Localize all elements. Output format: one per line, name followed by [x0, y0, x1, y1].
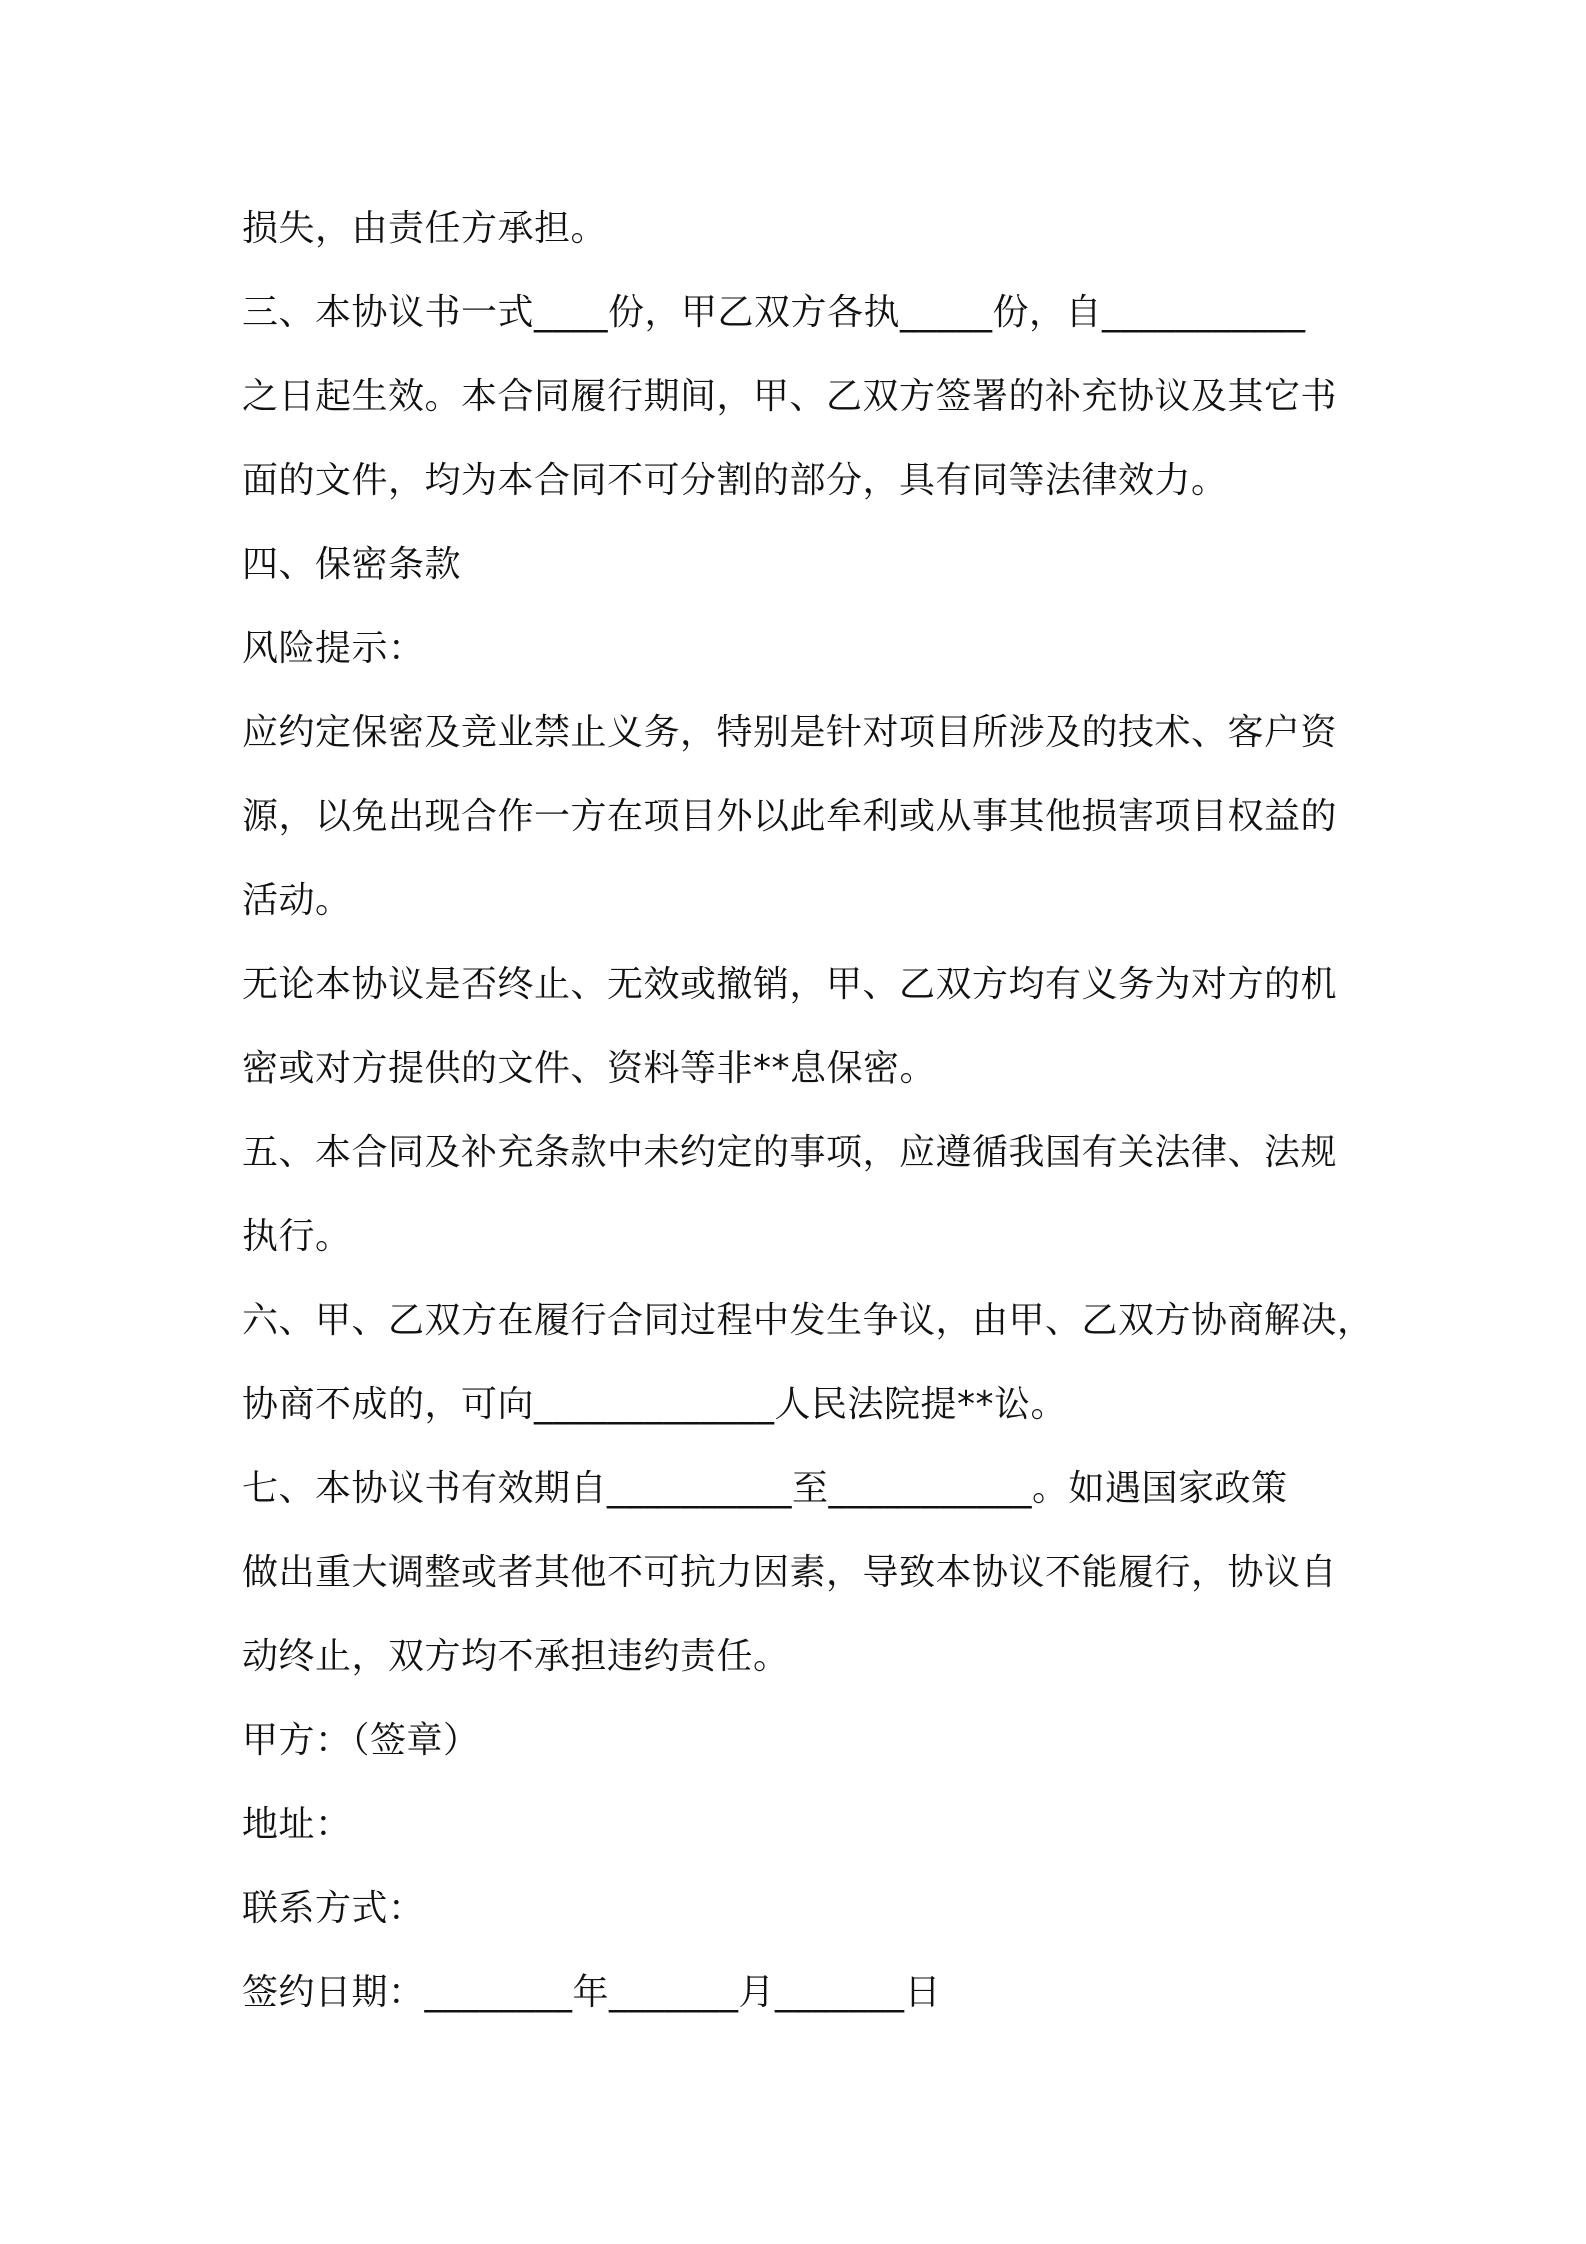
text-line: 七、本协议书有效期自__________至___________。如遇国家政策 [242, 1468, 1288, 1509]
text-line: 六、甲、乙双方在履行合同过程中发生争议，由甲、乙双方协商解决， [242, 1300, 1374, 1341]
signature-party-a: 甲方：（签章） [242, 1720, 480, 1761]
text-line: 应约定保密及竞业禁止义务，特别是针对项目所涉及的技术、客户资 [242, 712, 1338, 753]
section-heading: 四、保密条款 [242, 544, 462, 585]
text-line: 风险提示： [242, 628, 425, 669]
text-line: 协商不成的，可向_____________人民法院提**讼。 [242, 1384, 1068, 1425]
text-line: 五、本合同及补充条款中未约定的事项，应遵循我国有关法律、法规 [242, 1132, 1338, 1173]
text-line: 执行。 [242, 1216, 352, 1257]
text-line: 无论本协议是否终止、无效或撤销，甲、乙双方均有义务为对方的机 [242, 964, 1338, 1005]
text-line: 动终止，双方均不承担违约责任。 [242, 1636, 790, 1677]
text-line: 活动。 [242, 880, 352, 921]
text-line: 损失，由责任方承担。 [242, 208, 608, 249]
text-line: 源，以免出现合作一方在项目外以此牟利或从事其他损害项目权益的 [242, 796, 1338, 837]
signature-address: 地址： [242, 1804, 352, 1845]
text-line: 面的文件，均为本合同不可分割的部分，具有同等法律效力。 [242, 460, 1228, 501]
text-line: 做出重大调整或者其他不可抗力因素，导致本协议不能履行，协议自 [242, 1552, 1338, 1593]
text-line: 密或对方提供的文件、资料等非**息保密。 [242, 1048, 937, 1089]
signature-date: 签约日期：________年_______月_______日 [242, 1972, 942, 2013]
text-line: 三、本协议书一式____份，甲乙双方各执_____份，自___________ [242, 292, 1306, 333]
text-line: 之日起生效。本合同履行期间，甲、乙双方签署的补充协议及其它书 [242, 376, 1338, 417]
signature-contact: 联系方式： [242, 1888, 425, 1929]
